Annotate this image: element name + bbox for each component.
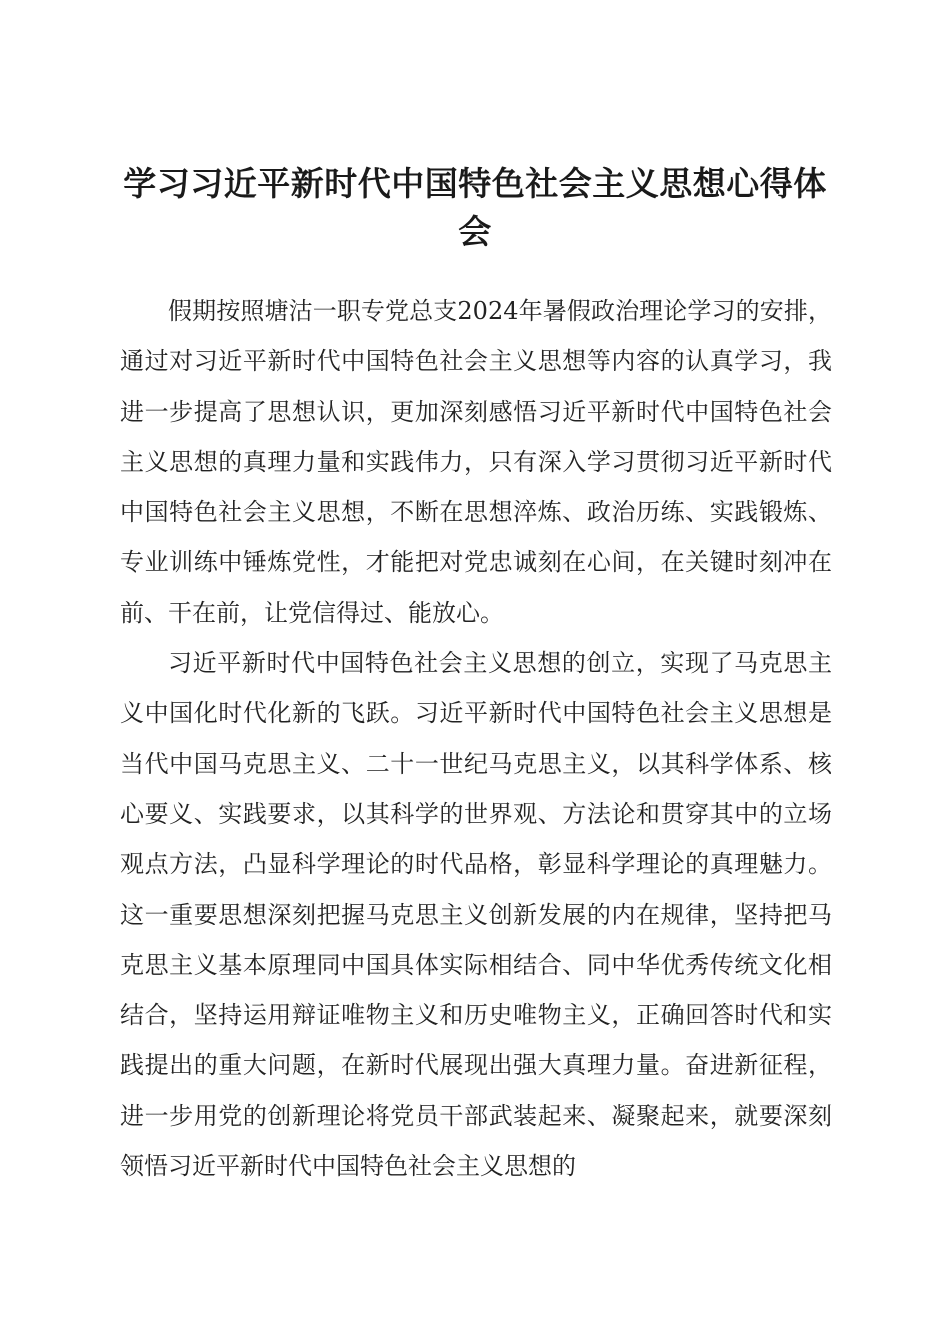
paragraph-2: 习近平新时代中国特色社会主义思想的创立，实现了马克思主义中国化时代化新的飞跃。习近平新时代中国特色社会主义思想是当代中国马克思主义、二十一世纪马克思主义，以其科学体系、核心要义、实践要求，以其科学的世界观、方法论和贯穿其中的立场观点方法，凸显科学理论的时代品格，彰显科学理论的真理魅力。这一重要思想深刻把握马克思主义创新发展的内在规律，坚持把马克思主义基本原理同中国具体实际相结合、同中华优秀传统文化相结合，坚持运用辩证唯物主义和历史唯物主义，正确回答时代和实践提出的重大问题，在新时代展现出强大真理力量。奋进新征程，进一步用党的创新理论将党员干部武装起来、凝聚起来，就要深刻领悟习近平新时代中国特色社会主义思想的 [120,649,832,1181]
document-title: 学习习近平新时代中国特色社会主义思想心得体会 [123,164,827,251]
paragraph-1: 假期按照塘沽一职专党总支2024年暑假政治理论学习的安排，通过对习近平新时代中国特色社会主义思想等内容的认真学习，我进一步提高了思想认识，更加深刻感悟习近平新时代中国特色社会主义思想的真理力量和实践伟力，只有深入学习贯彻习近平新时代中国特色社会主义思想，不断在思想淬炼、政治历练、实践锻炼、专业训练中锤炼党性，才能把对党忠诚刻在心间，在关键时刻冲在前、干在前，让党信得过、能放心。 [120,297,832,627]
document-body [120,286,832,1191]
